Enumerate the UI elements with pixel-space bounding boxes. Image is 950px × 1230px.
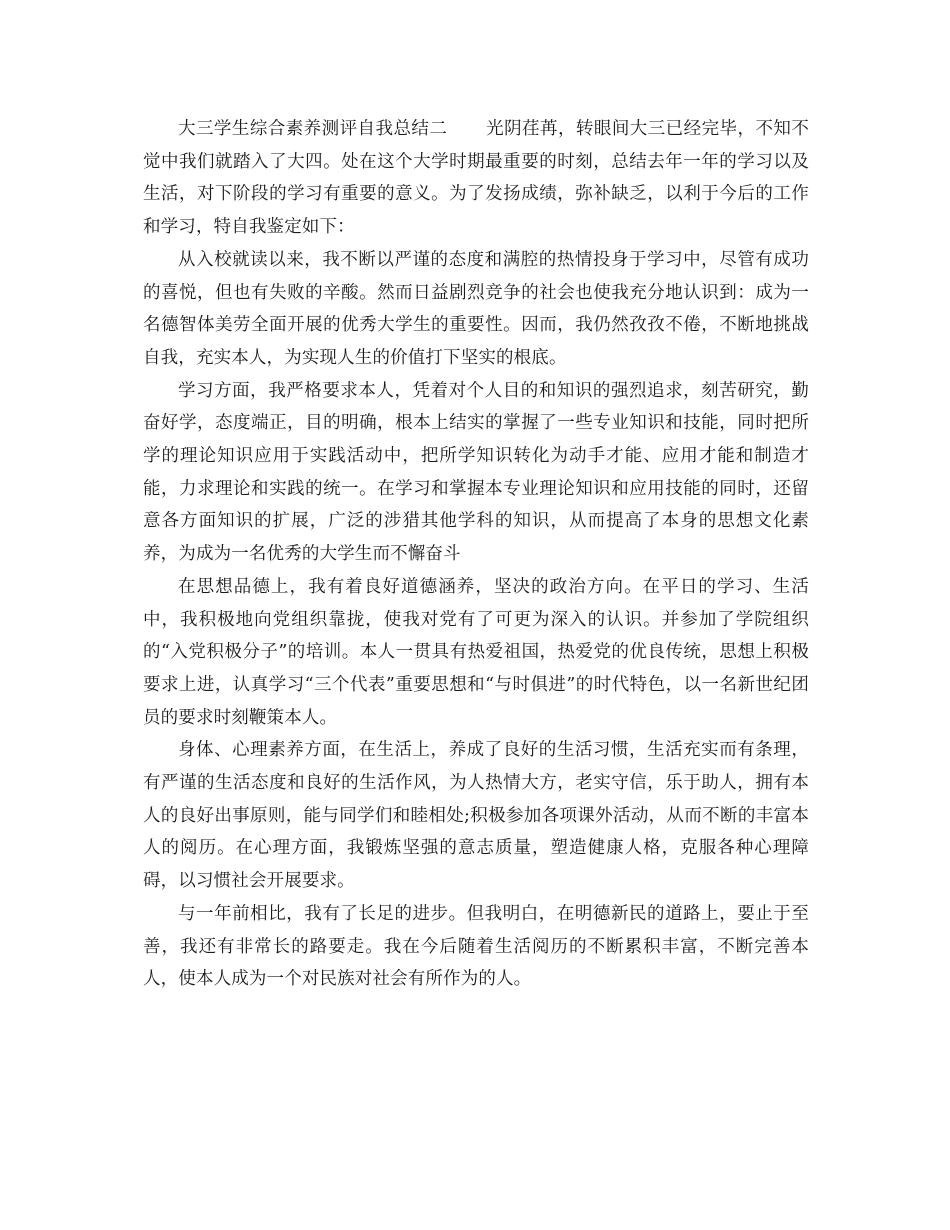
paragraph-intro bbox=[143, 113, 809, 244]
paragraph-1-text: 光阴荏苒，转眼间大三已经完毕，不知不觉中我们就踏入了大四。处在这个大学时期最重要的时刻，总结去年一年的学习以及生活，对下阶段的学习有重要的意义。为了发扬成绩，弥补缺乏，以利于今后的工作和学习，特自我鉴定如下： bbox=[143, 119, 810, 238]
paragraph-5: 身体、心理素养方面，在生活上，养成了良好的生活习惯，生活充实而有条理，有严谨的生活态度和良好的生活作风，为人热情大方，老实守信，乐于助人，拥有本人的良好出事原则，能与同学们和睦相处;积极参加各项课外活动，从而不断的丰富本人的阅历。在心理方面，我锻炼坚强的意志质量，塑造健康人格，克服各种心理障碍，以习惯社会开展要求。 bbox=[143, 740, 809, 892]
document-body bbox=[143, 113, 809, 996]
paragraph-3: 学习方面，我严格要求本人，凭着对个人目的和知识的强烈追求，刻苦研究，勤奋好学，态度端正，目的明确，根本上结实的掌握了一些专业知识和技能，同时把所学的理论知识应用于实践活动中，把所学知识转化为动手才能、应用才能和制造才能，力求理论和实践的统一。在学习和掌握本专业理论知识和应用技能的同时，还留意各方面知识的扩展，广泛的涉猎其他学科的知识，从而提高了本身的思想文化素养，为成为一名优秀的大学生而不懈奋斗 bbox=[143, 380, 809, 565]
paragraph-2: 从入校就读以来，我不断以严谨的态度和满腔的热情投身于学习中，尽管有成功的喜悦，但也有失败的辛酸。然而日益剧烈竞争的社会也使我充分地认识到：成为一名德智体美劳全面开展的优秀大学生的重要性。因而，我仍然孜孜不倦，不断地挑战自我，充实本人，为实现人生的价值打下坚实的根底。 bbox=[143, 249, 809, 368]
document-title: 大三学生综合素养测评自我总结二 bbox=[178, 119, 448, 139]
paragraph-4: 在思想品德上，我有着良好道德涵养，坚决的政治方向。在平日的学习、生活中，我积极地向党组织靠拢，使我对党有了可更为深入的认识。并参加了学院组织的“入党积极分子”的培训。本人一贯具有热爱祖国，热爱党的优良传统，思想上积极要求上进，认真学习“三个代表”重要思想和“与时俱进”的时代特色，以一名新世纪团员的要求时刻鞭策本人。 bbox=[143, 576, 809, 728]
paragraph-6: 与一年前相比，我有了长足的进步。但我明白，在明德新民的道路上，要止于至善，我还有非常长的路要走。我在今后随着生活阅历的不断累积丰富，不断完善本人，使本人成为一个对民族对社会有所作为的人。 bbox=[143, 903, 809, 990]
